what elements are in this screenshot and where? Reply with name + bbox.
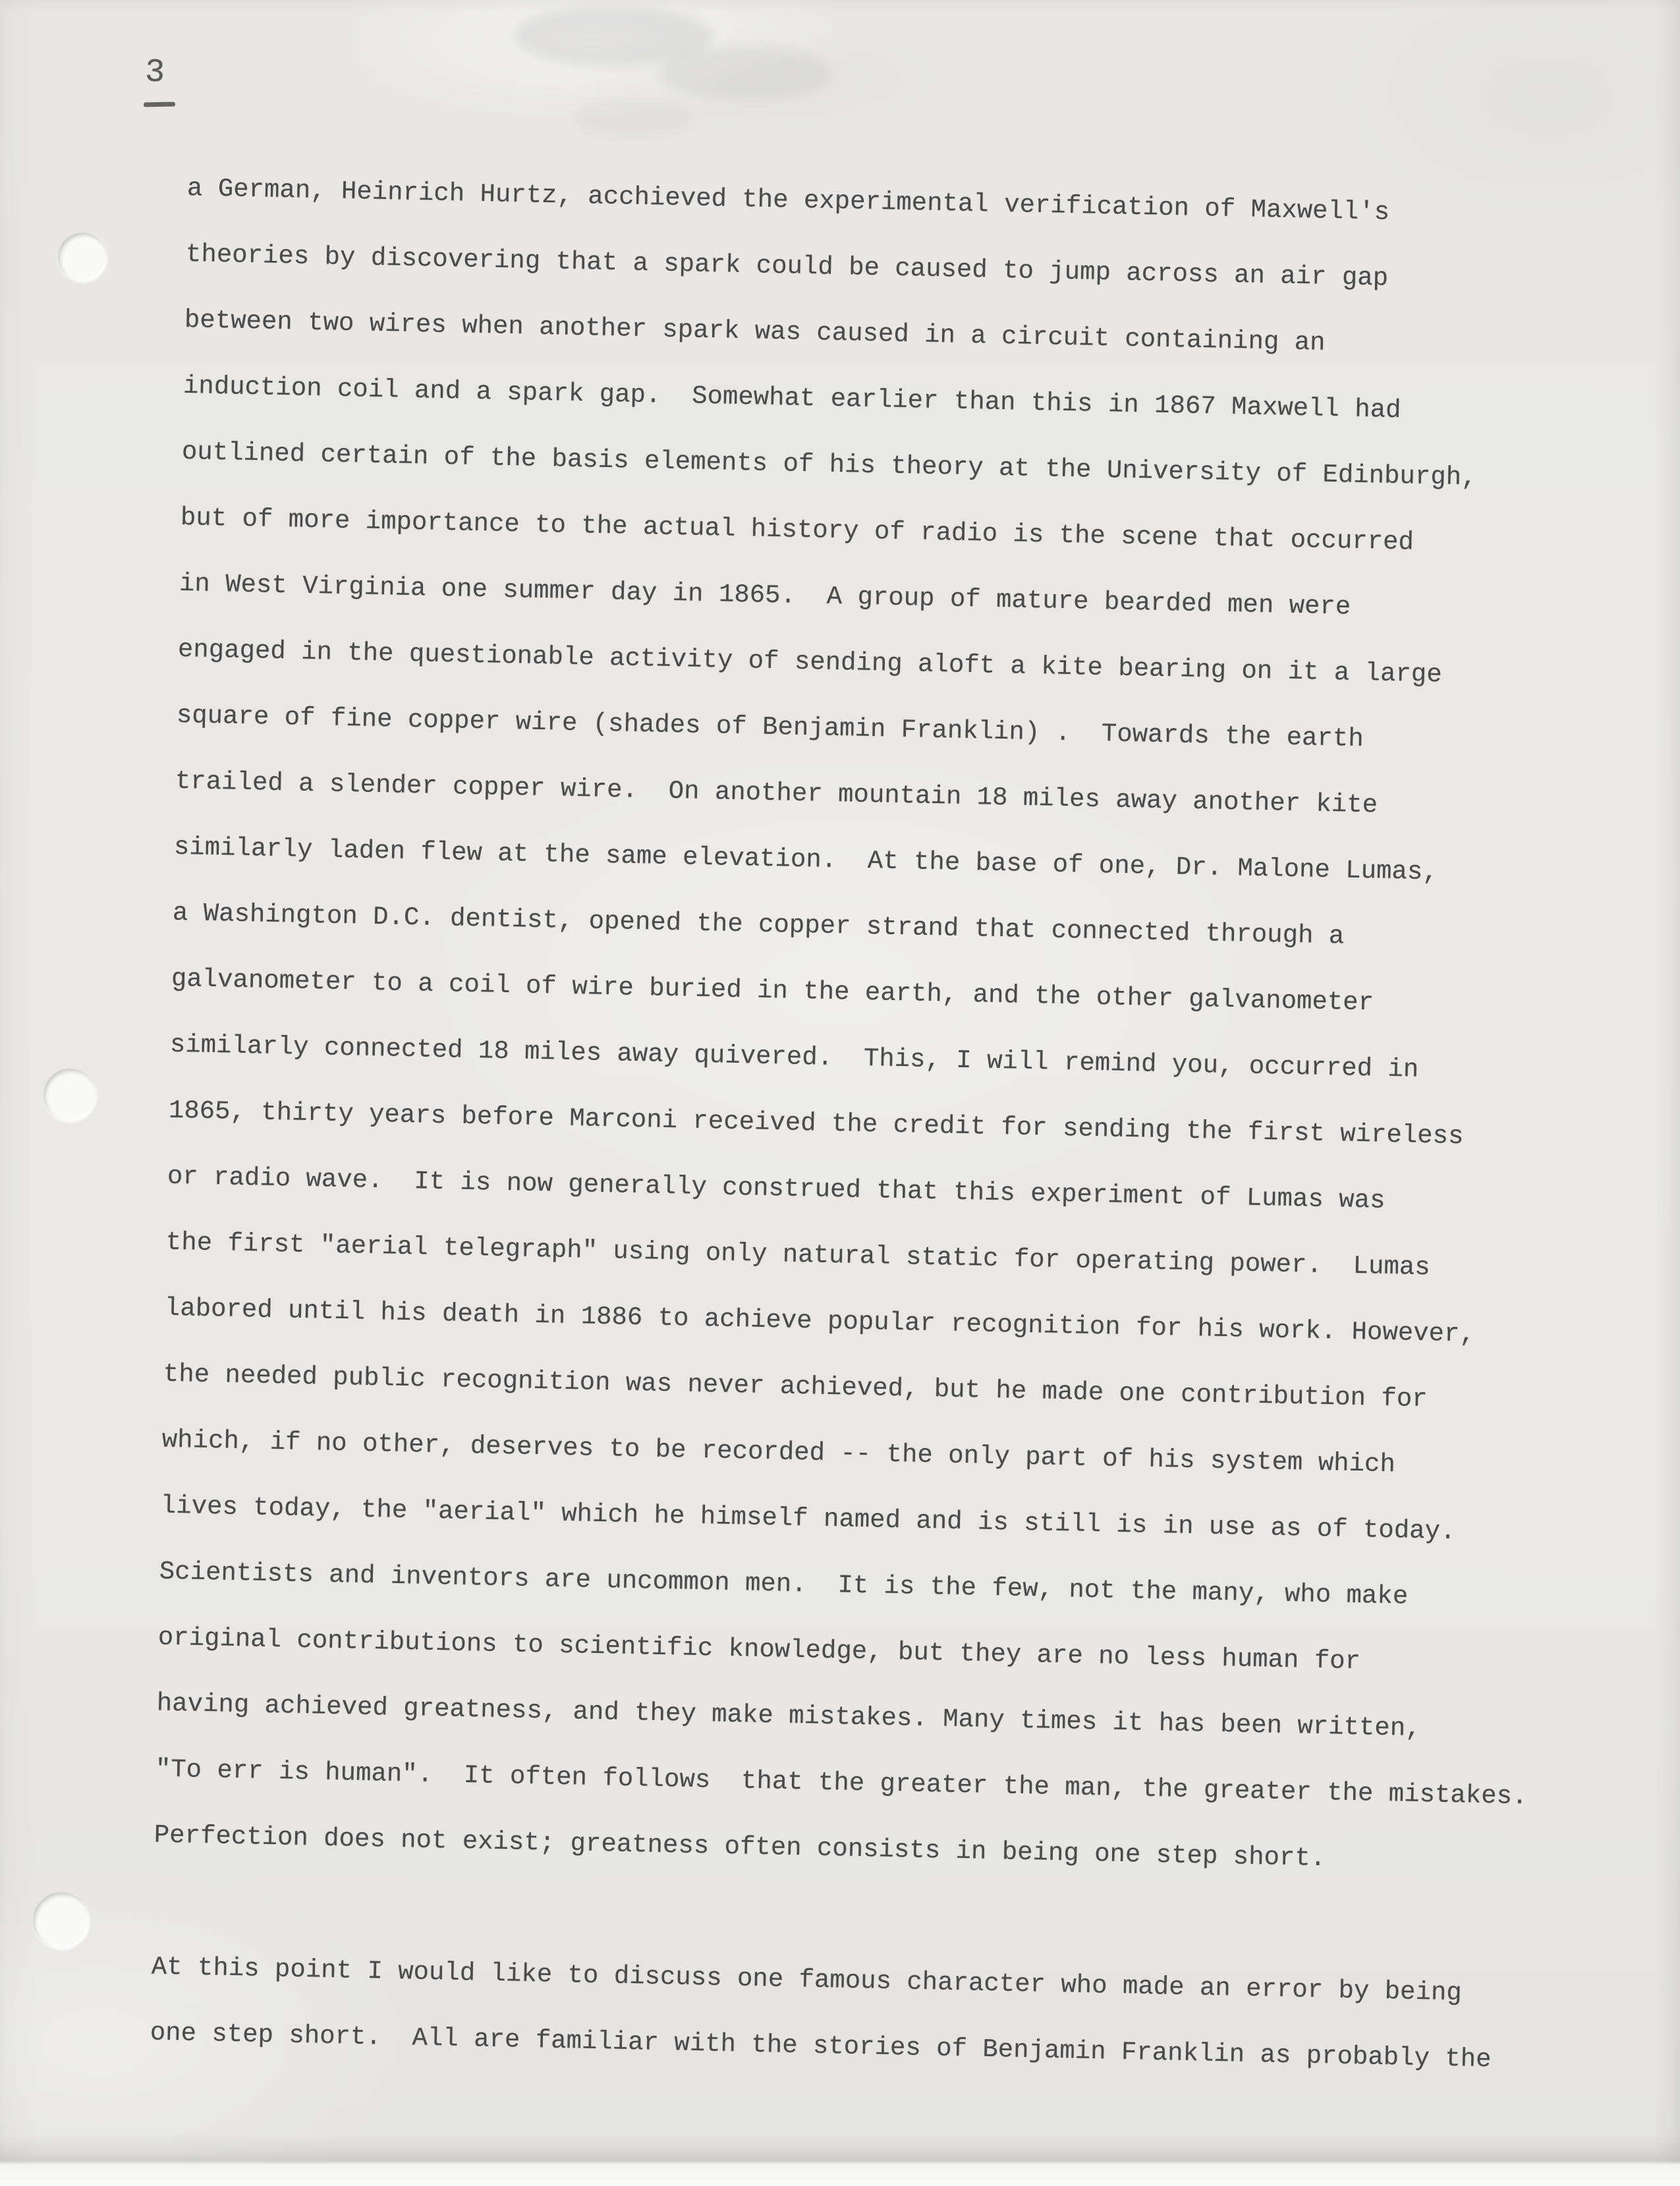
text-line: which, if no other, deserves to be recorded -- the only part of his system which <box>161 1425 1396 1480</box>
paragraph <box>150 1934 1628 2095</box>
text-line: outlined certain of the basis elements of his theory at the University of Edinburgh, <box>181 437 1477 493</box>
text-line: 1865, thirty years before Marconi received the credit for sending the first wireless <box>168 1096 1464 1152</box>
punch-hole-middle <box>43 1069 96 1121</box>
text-line: between two wires when another spark was caused in a circuit containing an <box>184 305 1326 358</box>
text-line: in West Virginia one summer day in 1865. A group of mature bearded men were <box>179 569 1351 622</box>
text-line: the first "aerial telegraph" using only natural static for operating power. Lumas <box>165 1227 1431 1283</box>
text-line: induction coil and a spark gap. Somewhat earlier than this in 1867 Maxwell had <box>182 371 1401 426</box>
paragraph <box>154 155 1664 1897</box>
text-line: or radio wave. It is now generally construed that this experiment of Lumas was <box>167 1162 1386 1216</box>
scan-bottom-edge <box>0 2133 1680 2186</box>
text-line: one step short. All are familiar with the stories of Benjamin Franklin as probably the <box>150 2018 1492 2075</box>
punch-hole-bottom <box>33 1892 90 1949</box>
text-line: trailed a slender copper wire. On another mountain 18 miles away another kite <box>175 766 1378 820</box>
text-line: similarly connected 18 miles away quivered. This, I will remind you, occurred in <box>169 1030 1419 1084</box>
text-line: similarly laden flew at the same elevation. At the base of one, Dr. Malone Lumas, <box>173 832 1439 887</box>
text-line: Scientists and inventors are uncommon men. It is the few, not the many, who make <box>159 1557 1409 1611</box>
text-line: engaged in the questionable activity of sending aloft a kite bearing on it a large <box>177 634 1443 690</box>
page-number: 3 <box>144 53 166 92</box>
bleed-through-smudge <box>659 46 830 99</box>
text-line: labored until his death in 1886 to achieve popular recognition for his work. However, <box>164 1293 1476 1349</box>
text-line: lives today, the "aerial" which he himself named and is still is in use as of today. <box>160 1491 1456 1547</box>
text-line: "To err is human". It often follows that the greater the man, the greater the mistakes. <box>155 1754 1528 1812</box>
text-line: a Washington D.C. dentist, opened the copper strand that connected through a <box>172 898 1345 951</box>
punch-hole-top <box>58 233 107 281</box>
text-line: original contributions to scientific knowledge, but they are no less human for <box>157 1623 1361 1677</box>
text-line: theories by discovering that a spark could be caused to jump across an air gap <box>185 239 1389 293</box>
text-line: but of more importance to the actual history of radio is the scene that occurred <box>180 503 1414 557</box>
text-line: At this point I would like to discuss one famous character who made an error by being <box>151 1952 1463 2008</box>
text-line: the needed public recognition was never achieved, but he made one contribution for <box>163 1359 1428 1415</box>
text-line: square of fine copper wire (shades of Benjamin Franklin) . Towards the earth <box>176 700 1364 754</box>
page-number-underline <box>144 102 175 107</box>
bleed-through-smudge <box>573 99 692 138</box>
text-line: Perfection does not exist; greatness often consists in being one step short. <box>154 1820 1326 1874</box>
typewritten-text <box>150 155 1664 2095</box>
text-line: a German, Heinrich Hurtz, acchieved the experimental verification of Maxwell's <box>186 173 1390 227</box>
text-line: galvanometer to a coil of wire buried in the earth, and the other galvanometer <box>171 964 1374 1018</box>
text-line: having achieved greatness, and they make mistakes. Many times it has been written, <box>156 1689 1422 1744</box>
